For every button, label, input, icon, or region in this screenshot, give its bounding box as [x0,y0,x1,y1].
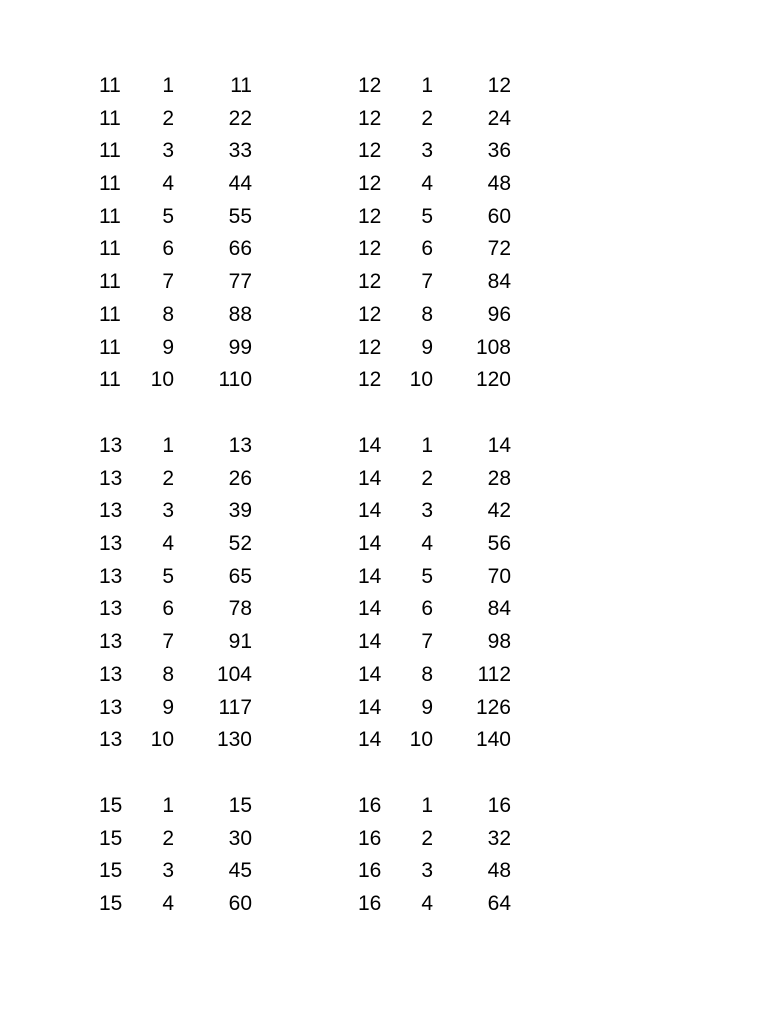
multiplicand-cell: 16 [358,859,382,883]
product-cell: 99 [228,335,252,359]
table-row [99,659,269,692]
multiplier-cell: 1 [421,434,433,457]
table-row [99,201,269,234]
multiplicand-cell: 13 [99,662,123,686]
multiplier-cell: 3 [162,859,174,883]
product-cell: 55 [228,204,252,228]
table-row [99,790,269,823]
multiplicand-cell: 14 [358,466,382,490]
table-row [99,135,269,168]
multiplicand-cell: 16 [358,826,382,850]
product-cell: 108 [475,335,511,359]
multiplier-cell: 6 [162,597,174,621]
table-row [99,364,269,397]
product-cell: 84 [487,597,511,621]
multiplicand-cell: 12 [358,74,382,97]
table-row [358,561,528,594]
multiplier-cell: 9 [421,695,433,719]
multiplier-cell: 6 [421,237,433,261]
product-cell: 66 [228,237,252,261]
multiplier-cell: 7 [162,630,174,654]
multiplier-cell: 3 [421,499,433,523]
multiplicand-cell: 14 [358,597,382,621]
table-row [358,103,528,136]
product-cell: 64 [487,892,511,916]
product-cell: 98 [487,630,511,654]
table-row [99,495,269,528]
table-row [358,823,528,856]
multiplicand-cell: 12 [358,270,382,294]
product-cell: 14 [487,434,511,457]
multiplicand-cell: 14 [358,499,382,523]
multiplier-cell: 2 [421,466,433,490]
table-row [358,626,528,659]
multiplicand-cell: 14 [358,728,382,752]
multiplier-cell: 7 [162,270,174,294]
multiplier-cell: 5 [162,564,174,588]
product-cell: 84 [487,270,511,294]
multiplication-block-13 [99,430,269,757]
product-cell: 60 [487,204,511,228]
multiplier-cell: 8 [162,662,174,686]
product-cell: 91 [228,630,252,654]
table-row [99,332,269,365]
product-cell: 45 [228,859,252,883]
multiplicand-cell: 11 [99,237,121,261]
table-row [99,692,269,725]
product-cell: 48 [487,172,511,196]
table-row [358,332,528,365]
multiplier-cell: 3 [421,139,433,163]
product-cell: 77 [228,270,252,294]
product-cell: 11 [230,74,252,97]
multiplication-block-14 [358,430,528,757]
product-cell: 72 [487,237,511,261]
multiplicand-cell: 13 [99,466,123,490]
multiplicand-cell: 13 [99,434,123,457]
product-cell: 12 [487,74,511,97]
multiplicand-cell: 12 [358,302,382,326]
table-row [358,201,528,234]
multiplier-cell: 5 [421,564,433,588]
multiplicand-cell: 11 [99,204,121,228]
multiplier-cell: 6 [421,597,433,621]
table-row [358,299,528,332]
product-cell: 96 [487,302,511,326]
multiplicand-cell: 11 [99,335,121,359]
table-row [358,266,528,299]
multiplier-cell: 4 [162,172,174,196]
multiplicand-cell: 14 [358,662,382,686]
multiplicand-cell: 13 [99,532,123,556]
table-row [99,430,269,463]
multiplicand-cell: 11 [99,172,121,196]
multiplicand-cell: 12 [358,172,382,196]
multiplicand-cell: 15 [99,892,123,916]
multiplicand-cell: 16 [358,794,382,817]
multiplicand-cell: 15 [99,859,123,883]
table-row [99,528,269,561]
table-row [358,168,528,201]
multiplicand-cell: 13 [99,499,123,523]
product-cell: 130 [216,728,252,752]
table-row [358,135,528,168]
multiplier-cell: 4 [162,532,174,556]
multiplication-block-16 [358,790,528,921]
multiplicand-cell: 16 [358,892,382,916]
product-cell: 28 [487,466,511,490]
table-row [99,561,269,594]
multiplier-cell: 1 [421,794,433,817]
multiplier-cell: 10 [150,728,174,752]
table-row [99,724,269,757]
multiplicand-cell: 13 [99,597,123,621]
multiplier-cell: 7 [421,630,433,654]
table-row [358,593,528,626]
multiplicand-cell: 13 [99,695,123,719]
multiplicand-cell: 11 [99,106,121,130]
product-cell: 88 [228,302,252,326]
table-row [99,888,269,921]
multiplicand-cell: 13 [99,630,123,654]
product-cell: 120 [475,368,511,392]
product-cell: 140 [475,728,511,752]
multiplicand-cell: 11 [99,139,121,163]
multiplier-cell: 2 [421,826,433,850]
multiplier-cell: 9 [421,335,433,359]
product-cell: 16 [487,794,511,817]
table-row [358,724,528,757]
table-row [358,495,528,528]
multiplier-cell: 5 [421,204,433,228]
table-row [99,823,269,856]
multiplicand-cell: 14 [358,695,382,719]
multiplier-cell: 2 [162,106,174,130]
multiplier-cell: 7 [421,270,433,294]
product-cell: 52 [228,532,252,556]
multiplier-cell: 1 [162,794,174,817]
multiplier-cell: 8 [421,662,433,686]
multiplier-cell: 2 [421,106,433,130]
multiplier-cell: 4 [421,892,433,916]
product-cell: 24 [487,106,511,130]
multiplicand-cell: 12 [358,237,382,261]
multiplier-cell: 10 [150,368,174,392]
table-row [358,790,528,823]
product-cell: 117 [218,695,252,719]
product-cell: 32 [487,826,511,850]
table-row [99,593,269,626]
multiplier-cell: 2 [162,826,174,850]
multiplicand-cell: 14 [358,434,382,457]
product-cell: 65 [228,564,252,588]
multiplicand-cell: 13 [99,564,123,588]
multiplier-cell: 3 [162,499,174,523]
product-cell: 22 [228,106,252,130]
multiplier-cell: 1 [162,74,174,97]
multiplier-cell: 8 [421,302,433,326]
multiplicand-cell: 15 [99,794,123,817]
table-row [99,626,269,659]
multiplication-block-11 [99,70,269,397]
table-row [358,692,528,725]
table-row [358,430,528,463]
table-row [358,70,528,103]
multiplier-cell: 4 [421,532,433,556]
table-row [358,528,528,561]
multiplier-cell: 1 [162,434,174,457]
product-cell: 78 [228,597,252,621]
product-cell: 39 [228,499,252,523]
table-row [358,233,528,266]
multiplier-cell: 6 [162,237,174,261]
multiplicand-cell: 11 [99,368,121,392]
product-cell: 56 [487,532,511,556]
table-row [358,888,528,921]
multiplicand-cell: 12 [358,335,382,359]
multiplicand-cell: 11 [99,270,121,294]
multiplier-cell: 9 [162,335,174,359]
multiplier-cell: 3 [421,859,433,883]
product-cell: 13 [228,434,252,457]
multiplier-cell: 2 [162,466,174,490]
multiplier-cell: 8 [162,302,174,326]
table-row [358,659,528,692]
table-row [99,855,269,888]
table-row [358,855,528,888]
multiplicand-cell: 11 [99,302,121,326]
product-cell: 70 [487,564,511,588]
table-row [99,266,269,299]
product-cell: 48 [487,859,511,883]
product-cell: 110 [218,368,252,392]
multiplicand-cell: 12 [358,106,382,130]
multiplication-block-15 [99,790,269,921]
multiplicand-cell: 12 [358,139,382,163]
multiplier-cell: 10 [409,728,433,752]
multiplicand-cell: 11 [99,74,121,97]
multiplier-cell: 1 [421,74,433,97]
multiplicand-cell: 12 [358,204,382,228]
table-row [99,70,269,103]
product-cell: 15 [228,794,252,817]
multiplicand-cell: 12 [358,368,382,392]
product-cell: 112 [477,662,511,686]
multiplier-cell: 9 [162,695,174,719]
product-cell: 26 [228,466,252,490]
table-row [358,364,528,397]
table-row [358,463,528,496]
table-row [99,168,269,201]
multiplicand-cell: 13 [99,728,123,752]
multiplication-block-12 [358,70,528,397]
product-cell: 126 [475,695,511,719]
product-cell: 104 [216,662,252,686]
multiplicand-cell: 14 [358,630,382,654]
multiplicand-cell: 15 [99,826,123,850]
table-row [99,463,269,496]
multiplier-cell: 4 [421,172,433,196]
multiplier-cell: 4 [162,892,174,916]
product-cell: 33 [228,139,252,163]
multiplier-cell: 3 [162,139,174,163]
table-row [99,299,269,332]
multiplicand-cell: 14 [358,564,382,588]
product-cell: 44 [228,172,252,196]
table-row [99,233,269,266]
product-cell: 36 [487,139,511,163]
table-row [99,103,269,136]
product-cell: 60 [228,892,252,916]
multiplier-cell: 10 [409,368,433,392]
multiplier-cell: 5 [162,204,174,228]
product-cell: 30 [228,826,252,850]
product-cell: 42 [487,499,511,523]
multiplicand-cell: 14 [358,532,382,556]
